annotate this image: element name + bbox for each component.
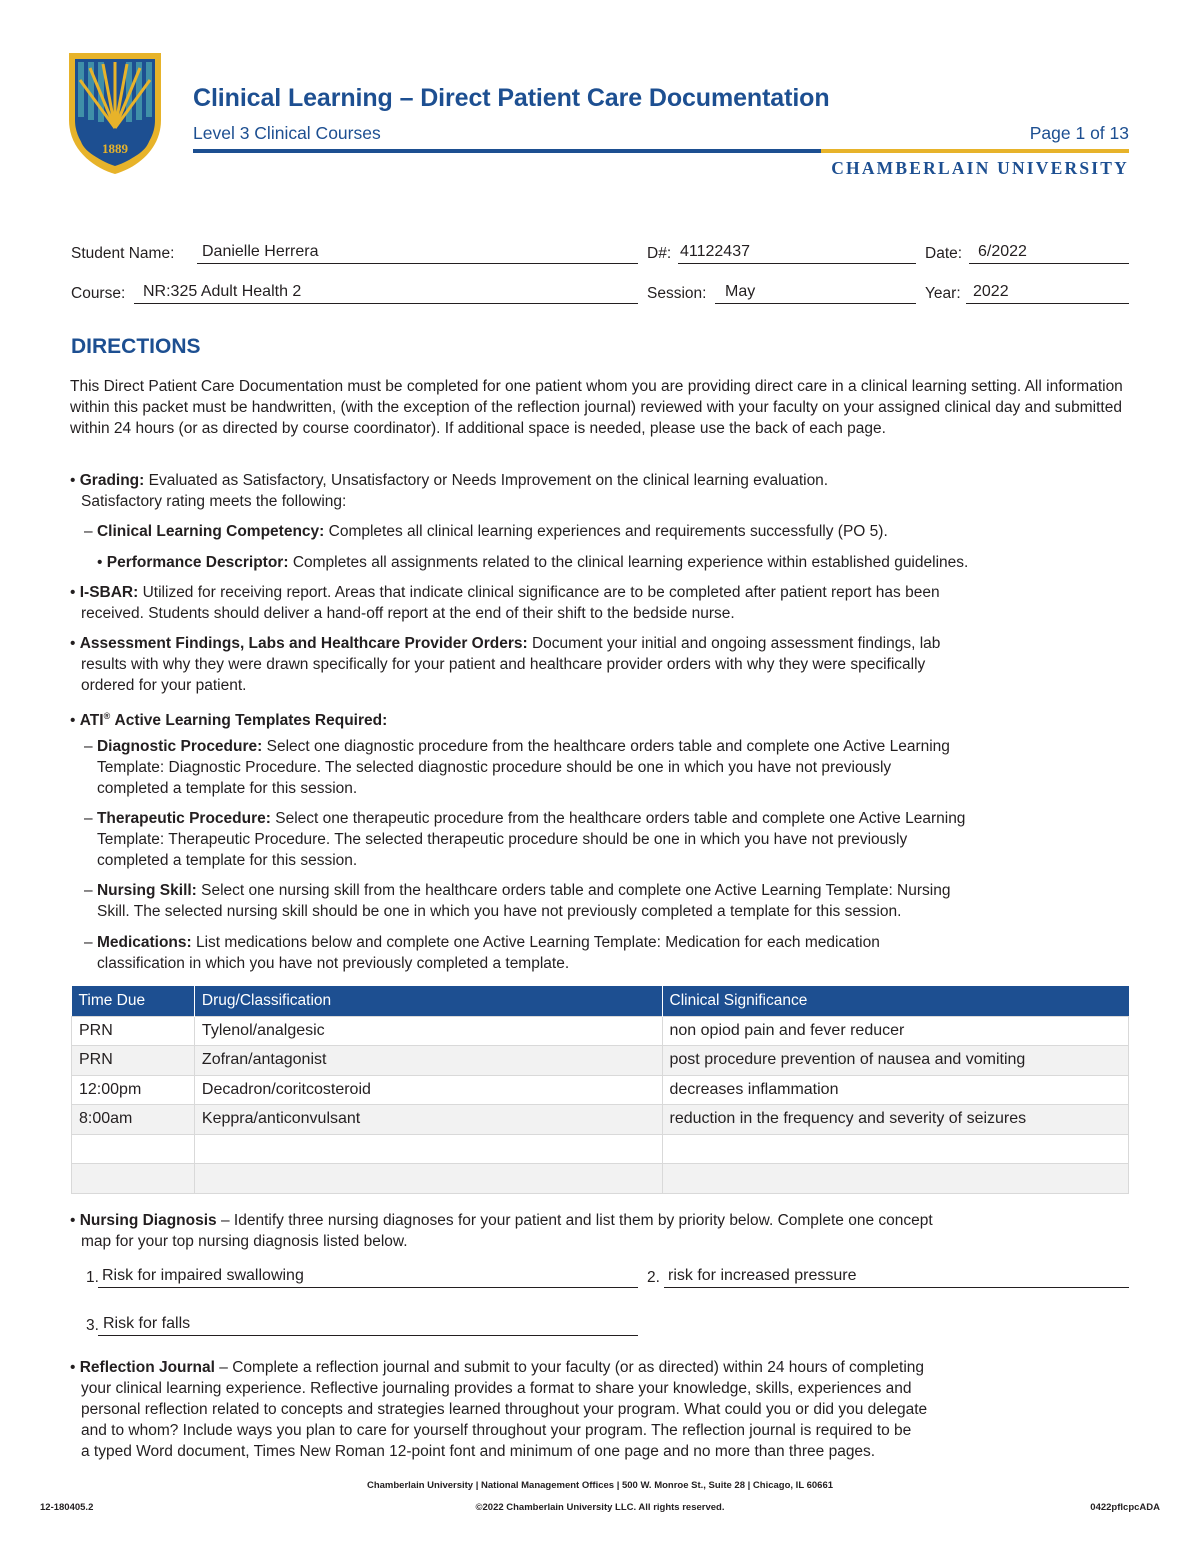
isbar-text-2: received. Students should deliver a hand-off report at the end of their shift to the bedside nurse. <box>81 605 735 622</box>
grading-text: Evaluated as Satisfactory, Unsatisfactory or Needs Improvement on the clinical learning evaluation. <box>148 472 829 489</box>
student-name-value: Danielle Herrera <box>202 243 319 260</box>
cell-drug[interactable] <box>194 1164 662 1194</box>
d-number-label: D#: <box>647 245 672 262</box>
ati-label: ATI <box>79 712 104 730</box>
cell-time-due[interactable]: 8:00am <box>72 1105 195 1135</box>
assessment-label: Assessment Findings, Labs and Healthcare Provider Orders: <box>79 635 528 652</box>
header-rule-blue <box>193 149 821 153</box>
year-field[interactable] <box>925 278 1129 304</box>
diagnostic-text: Select one diagnostic procedure from the healthcare orders table and complete one Active Learning <box>266 738 950 755</box>
nursing-skill-text-2: Skill. The selected nursing skill should be one in which you have not previously completed a template for this session. <box>97 903 902 920</box>
reflection-text-3: personal reflection related to concepts and strategies learned throughout your program. What could you or did you delegate <box>81 1401 928 1418</box>
cell-drug[interactable]: Zofran/antagonist <box>194 1046 662 1076</box>
table-row <box>72 1134 1129 1164</box>
ati-bullet: • ATI® Active Learning Templates Required: <box>70 711 388 730</box>
d-number-field[interactable] <box>647 238 916 264</box>
nursing-dx-3-number: 3. <box>86 1317 99 1334</box>
cell-significance[interactable]: reduction in the frequency and severity of seizures <box>662 1105 1129 1135</box>
student-name-field[interactable] <box>71 238 638 264</box>
medications-label: Medications: <box>96 934 192 951</box>
course-value: NR:325 Adult Health 2 <box>143 283 302 300</box>
medications-text: List medications below and complete one Active Learning Template: Medication for each medication <box>195 934 880 951</box>
nursing-skill-label: Nursing Skill: <box>96 882 197 899</box>
descriptor-text: Completes all assignments related to the clinical learning experience within established guidelines. <box>292 554 969 571</box>
medication-table <box>71 986 1129 1194</box>
d-number-value: 41122437 <box>680 243 750 260</box>
diagnostic-text-3: completed a template for this session. <box>97 780 358 797</box>
header-drug-classification: Drug/Classification <box>194 986 662 1016</box>
nursing-dx-1-field[interactable] <box>86 1262 638 1288</box>
nursing-dx-text-2: map for your top nursing diagnosis listed below. <box>81 1233 408 1250</box>
cell-time-due[interactable]: PRN <box>72 1046 195 1076</box>
table-row <box>72 1046 1129 1076</box>
document-subtitle: Level 3 Clinical Courses <box>193 123 381 143</box>
diagnostic-item: – Diagnostic Procedure: Select one diagnostic procedure from the healthcare orders table and complete one Active Learning <box>84 738 950 755</box>
nursing-dx-3-field[interactable] <box>86 1310 638 1336</box>
assessment-bullet: • Assessment Findings, Labs and Healthcare Provider Orders: Document your initial and ongoing assessment findings, lab <box>70 635 941 652</box>
table-row <box>72 1164 1129 1194</box>
document-title: Clinical Learning – Direct Patient Care Documentation <box>193 84 830 112</box>
nursing-dx-label: Nursing Diagnosis <box>79 1212 217 1229</box>
table-row <box>72 1016 1129 1046</box>
table-row <box>72 1105 1129 1135</box>
therapeutic-item: – Therapeutic Procedure: Select one therapeutic procedure from the healthcare orders table and complete one Active Learning <box>84 810 966 827</box>
assessment-text: Document your initial and ongoing assessment findings, lab <box>531 635 941 652</box>
footer-version-code: 0422pflcpcADA <box>1090 1502 1160 1513</box>
reflection-label: Reflection Journal <box>79 1359 215 1376</box>
cell-time-due[interactable]: 12:00pm <box>72 1075 195 1105</box>
isbar-label: I-SBAR: <box>79 584 139 601</box>
assessment-text-3: ordered for your patient. <box>81 677 247 694</box>
medications-item: – Medications: List medications below and complete one Active Learning Template: Medication for each medication <box>84 934 880 951</box>
year-value: 2022 <box>973 283 1009 300</box>
medications-text-2: classification in which you have not previously completed a template. <box>97 955 570 972</box>
table-row <box>72 1075 1129 1105</box>
nursing-dx-1-number: 1. <box>86 1269 99 1286</box>
cell-time-due[interactable]: PRN <box>72 1016 195 1046</box>
header-rule-gold <box>821 149 1129 153</box>
page-number: Page 1 of 13 <box>1029 123 1129 143</box>
nursing-skill-item: – Nursing Skill: Select one nursing skill from the healthcare orders table and complete one Active Learning Template: Nursing <box>84 882 951 899</box>
table-header-row <box>72 986 1129 1016</box>
cell-drug[interactable]: Keppra/anticonvulsant <box>194 1105 662 1135</box>
nursing-dx-2-value: risk for increased pressure <box>668 1267 857 1284</box>
session-label: Session: <box>647 285 707 302</box>
directions-heading: DIRECTIONS <box>71 335 201 358</box>
chamberlain-crest-logo <box>66 50 164 176</box>
reflection-bullet: • Reflection Journal – Complete a reflection journal and submit to your faculty (or as directed) within 24 hours of completing <box>70 1359 925 1376</box>
footer-form-code: 12-180405.2 <box>40 1502 94 1513</box>
cell-significance[interactable]: post procedure prevention of nausea and vomiting <box>662 1046 1129 1076</box>
header-clinical-significance: Clinical Significance <box>662 986 1129 1016</box>
cell-drug[interactable]: Decadron/coritcosteroid <box>194 1075 662 1105</box>
directions-intro: This Direct Patient Care Documentation must be completed for one patient whom you are providing direct care in a clinical learning setting. All information within this packet must be handwritten, (with the exception of the reflection journal) reviewed with your faculty on your assigned clinical day and submitted within 24 hours (or as directed by course coordinator). If additional space is needed, please use the back of each page. <box>70 378 1123 437</box>
footer-address: Chamberlain University | National Management Offices | 500 W. Monroe St., Suite 28 | Chicago, IL 60661 <box>366 1480 834 1491</box>
grading-bullet: • Grading: Evaluated as Satisfactory, Unsatisfactory or Needs Improvement on the clinical learning evaluation. <box>70 472 829 489</box>
competency-label: Clinical Learning Competency: <box>96 523 325 540</box>
reflection-text-2: your clinical learning experience. Reflective journaling provides a format to share your knowledge, skills, experiences and <box>81 1380 912 1397</box>
cell-drug[interactable]: Tylenol/analgesic <box>194 1016 662 1046</box>
header-time-due: Time Due <box>72 986 195 1016</box>
therapeutic-text-3: completed a template for this session. <box>97 852 358 869</box>
cell-time-due[interactable] <box>72 1134 195 1164</box>
course-field[interactable] <box>71 278 638 304</box>
nursing-dx-3-value: Risk for falls <box>103 1315 191 1332</box>
session-value: May <box>725 283 756 300</box>
competency-text: Completes all clinical learning experiences and requirements successfully (PO 5). <box>328 523 888 540</box>
date-field[interactable] <box>925 238 1129 264</box>
nursing-dx-2-number: 2. <box>647 1269 660 1286</box>
grading-text-2: Satisfactory rating meets the following: <box>81 493 347 510</box>
nursing-skill-text: Select one nursing skill from the healthcare orders table and complete one Active Learning Template: Nursing <box>201 882 951 899</box>
descriptor-item: • Performance Descriptor: Completes all assignments related to the clinical learning experience within established guidelines. <box>97 554 969 571</box>
therapeutic-label: Therapeutic Procedure: <box>96 810 271 827</box>
svg-text:1889: 1889 <box>102 141 128 156</box>
reflection-text-5: a typed Word document, Times New Roman 12-point font and minimum of one page and no more than three pages. <box>81 1443 876 1460</box>
date-label: Date: <box>925 245 963 262</box>
isbar-bullet: • I-SBAR: Utilized for receiving report. Areas that indicate clinical significance are to be completed after patient report has been <box>70 584 940 601</box>
assessment-text-2: results with why they were drawn specifically for your patient and healthcare provider orders with why they were specifically <box>81 656 926 673</box>
session-field[interactable] <box>647 278 916 304</box>
competency-item: – Clinical Learning Competency: Completes all clinical learning experiences and requirements successfully (PO 5). <box>84 523 888 540</box>
nursing-dx-text: – Identify three nursing diagnoses for your patient and list them by priority below. Complete one concept <box>220 1212 933 1229</box>
nursing-dx-1-value: Risk for impaired swallowing <box>102 1267 304 1284</box>
reflection-text: – Complete a reflection journal and submit to your faculty (or as directed) within 24 hours of completing <box>219 1359 925 1376</box>
nursing-dx-2-field[interactable] <box>647 1262 1129 1288</box>
student-name-label: Student Name: <box>71 245 175 262</box>
footer-copyright: ©2022 Chamberlain University LLC. All rights reserved. <box>475 1502 725 1513</box>
cell-significance[interactable] <box>662 1134 1129 1164</box>
diagnostic-label: Diagnostic Procedure: <box>96 738 263 755</box>
diagnostic-text-2: Template: Diagnostic Procedure. The selected diagnostic procedure should be one in which you have not previously <box>97 759 892 776</box>
ati-label-2: Active Learning Templates Required: <box>114 712 388 730</box>
university-name: CHAMBERLAIN UNIVERSITY <box>831 158 1129 178</box>
cell-significance[interactable]: non opiod pain and fever reducer <box>662 1016 1129 1046</box>
grading-label: Grading: <box>79 472 145 489</box>
nursing-dx-bullet: • Nursing Diagnosis – Identify three nursing diagnoses for your patient and list them by priority below. Complete one concept <box>70 1212 933 1229</box>
course-label: Course: <box>71 285 126 302</box>
year-label: Year: <box>925 285 961 302</box>
cell-time-due[interactable] <box>72 1164 195 1194</box>
descriptor-label: Performance Descriptor: <box>106 554 289 571</box>
cell-drug[interactable] <box>194 1134 662 1164</box>
cell-significance[interactable]: decreases inflammation <box>662 1075 1129 1105</box>
ati-registered-mark: ® <box>103 711 111 721</box>
cell-significance[interactable] <box>662 1164 1129 1194</box>
therapeutic-text-2: Template: Therapeutic Procedure. The selected therapeutic procedure should be one in which you have not previously <box>97 831 908 848</box>
date-value: 6/2022 <box>978 243 1027 260</box>
isbar-text: Utilized for receiving report. Areas that indicate clinical significance are to be completed after patient report has been <box>142 584 940 601</box>
therapeutic-text: Select one therapeutic procedure from the healthcare orders table and complete one Active Learning <box>275 810 966 827</box>
reflection-text-4: and to whom? Include ways you plan to care for yourself throughout your program. The reflection journal is required to be <box>81 1422 912 1439</box>
